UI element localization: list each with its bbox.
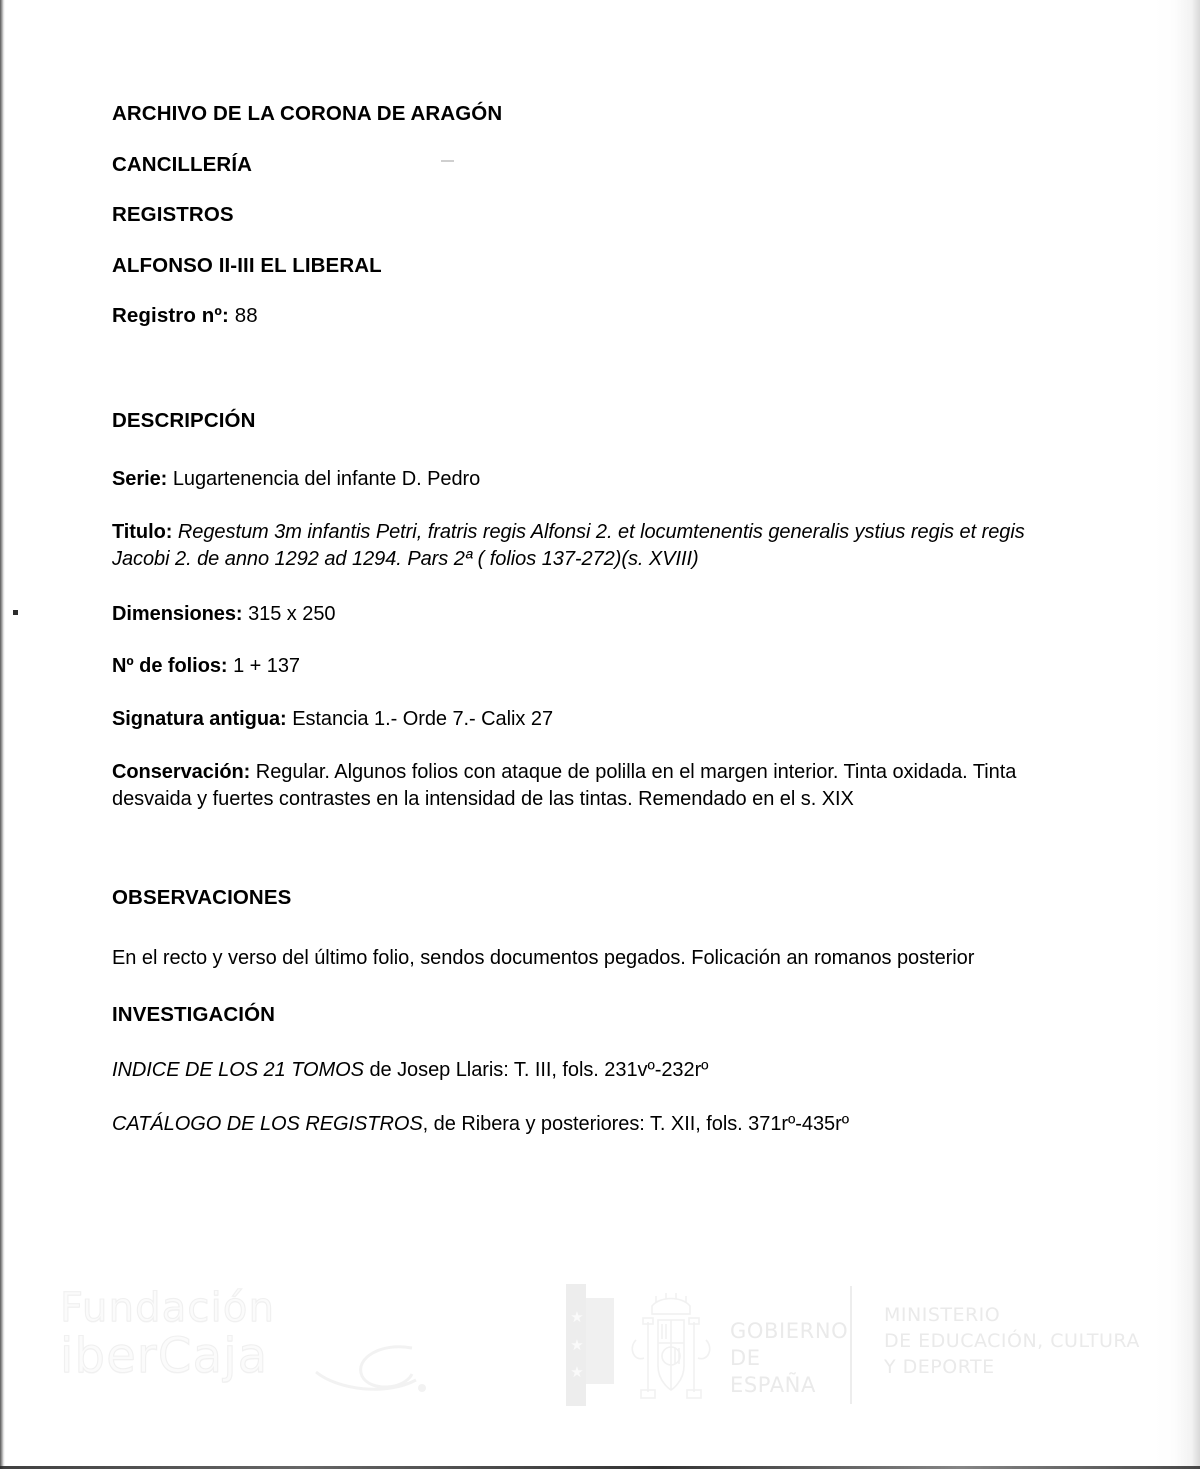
field-titulo [112,519,1074,573]
ibercaja-logo-line1: Fundación [60,1285,276,1331]
footer-logos [0,1278,1200,1418]
gobierno-text [730,1318,848,1399]
field-serie [112,466,1074,493]
investigacion-entry-title: INDICE DE LOS 21 TOMOS [112,1058,364,1081]
footer-divider [850,1286,852,1404]
investigacion-entry-title: CATÁLOGO DE LOS REGISTROS [112,1113,423,1136]
ministerio-line2: DE EDUCACIÓN, CULTURA [884,1330,1140,1352]
field-dimensiones-value: 315 x 250 [248,602,336,625]
coat-of-arms-icon [622,1288,720,1406]
ibercaja-swoosh-icon [312,1338,432,1400]
document-body [112,103,1074,1138]
field-titulo-value: Regestum 3m infantis Petri, fratris regis Alfonsi 2. et locumtenentis generalis ystius regis et regis Jacobi 2. de anno 1292 ad 1294. Pars 2ª ( folios 137-272)(s. XVIII) [112,521,1025,570]
investigacion-entry [112,1111,1074,1138]
section-title-registros: REGISTROS [112,203,234,227]
investigacion-entry-detail: de Josep Llaris: T. III, fols. 231vº-232rº [369,1058,709,1081]
gobierno-line1: GOBIERNO [730,1319,849,1343]
star-icon: ★ [570,1309,584,1326]
gobierno-line2: DE ESPAÑA [730,1346,816,1397]
field-signatura-label: Signatura antigua: [112,708,287,731]
scan-edge-left [0,0,5,1469]
field-conservacion-label: Conservación: [112,761,251,784]
gobierno-bar-inner [586,1298,614,1384]
field-conservacion-value: Regular. Algunos folios con ataque de polilla en el margen interior. Tinta oxidada. Tinta desvaida y fuertes contrastes en la intensidad de las tintas. Remendado en el s. XIX [112,761,1017,810]
field-serie-value: Lugartenencia del infante D. Pedro [172,468,481,491]
field-signatura-value: Estancia 1.- Orde 7.- Calix 27 [292,708,554,731]
registro-label: Registro nº: [112,304,229,328]
archive-title: ARCHIVO DE LA CORONA DE ARAGÓN [112,102,503,125]
field-conservacion [112,759,1074,813]
investigacion-entry-detail: , de Ribera y posteriores: T. XII, fols. 371rº-435rº [422,1113,849,1136]
registro-value: 88 [234,304,258,328]
ministerio-text [884,1302,1140,1380]
section-title-cancilleria: CANCILLERÍA [112,152,253,176]
star-icon: ★ [570,1336,584,1354]
ministerio-line1: MINISTERIO [884,1304,1001,1326]
monarch-title: ALFONSO II-III EL LIBERAL [112,253,382,277]
observaciones-text: En el recto y verso del último folio, sendos documentos pegados. Folicación an romanos posterior [112,947,975,970]
heading-descripcion: DESCRIPCIÓN [112,408,256,432]
gobierno-de-espana-logo [566,1280,849,1414]
fundacion-ibercaja-logo [60,1286,390,1406]
field-folios-label: Nº de folios: [112,655,228,678]
field-folios [112,653,1074,680]
gobierno-stars [568,1310,586,1380]
registro-number-line [112,305,1074,328]
star-icon: ★ [570,1364,584,1381]
heading-observaciones: OBSERVACIONES [112,885,292,909]
field-dimensiones-label: Dimensiones: [112,602,243,625]
field-dimensiones [112,601,1074,628]
scan-speck [13,610,18,615]
heading-investigacion: INVESTIGACIÓN [112,1003,276,1026]
field-titulo-label: Titulo: [112,521,173,544]
scan-speck [441,160,454,162]
scan-edge-right [1154,0,1200,1469]
ibercaja-logo-line2: iberCaja [60,1328,269,1384]
investigacion-entry [112,1057,1074,1084]
field-folios-value: 1 + 137 [233,655,300,678]
ministerio-line3: Y DEPORTE [884,1356,995,1378]
field-serie-label: Serie: [112,468,168,491]
field-signatura [112,706,1074,733]
